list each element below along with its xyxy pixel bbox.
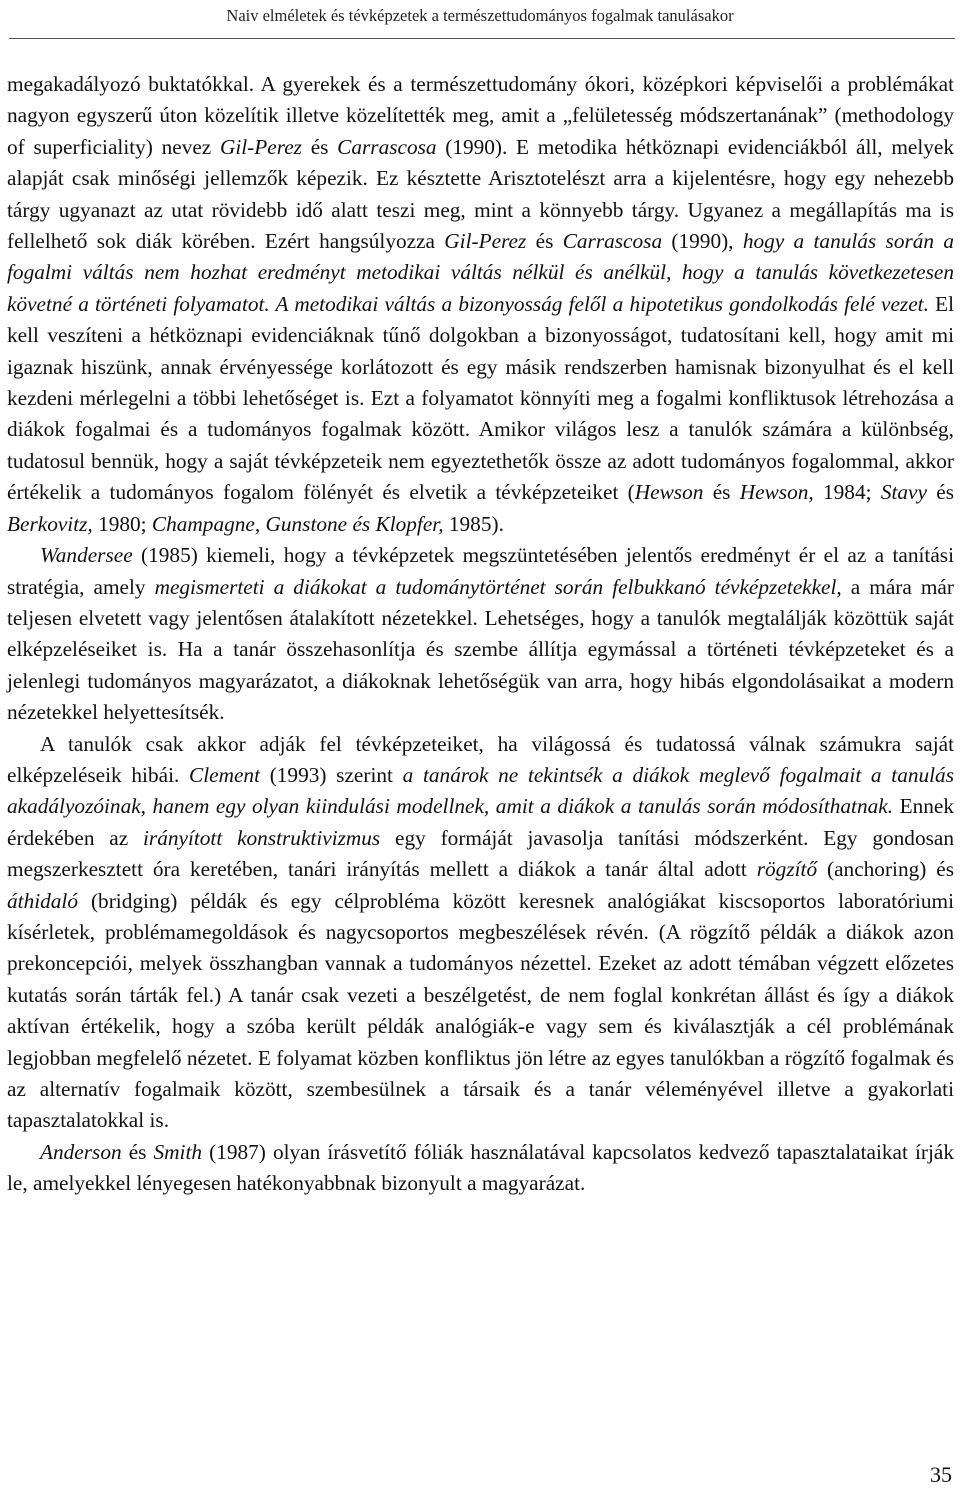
italic-run: a tanárok ne tekintsék a diákok meglevő fogalmait a tanulás akadályozóinak, hanem egy olyan kiindulási modellnek, amit a diákok a tanulás során módosíthatnak.: [7, 762, 954, 819]
italic-run: irányított konstruktivizmus: [143, 825, 381, 850]
text-run: és: [703, 480, 740, 505]
paragraph: [7, 69, 954, 540]
paragraph: [7, 540, 954, 728]
text-run: (1990). E metodika hétköznapi evidenciákból áll, melyek alapját csak minőségi jellemzők képezik. Ez késztette Arisztotelészt arra a kijelentésre, hogy egy nehezebb tárgy ugyanazt az utat rövidebb idő alatt teszi meg, mint a könnyebb tárgy. Ugyanez a megállapítás ma is fellelhető sok diák körében. Ezért hangsúlyozza: [7, 134, 955, 254]
text-run: 1984;: [813, 480, 881, 505]
text-run: 1980;: [92, 511, 152, 536]
italic-run: Gil-Perez: [219, 134, 302, 159]
running-header: Naiv elméletek és tévképzetek a természettudományos fogalmak tanulásakor: [226, 6, 734, 25]
text-run: egy formáját javasolja tanítási módszerként. Egy gondosan megszerkesztett óra keretében, tanári irányítás mellett a diákok a tanár által adott: [7, 825, 954, 882]
italic-run: Wandersee: [40, 543, 133, 568]
italic-run: Clement: [189, 762, 260, 787]
italic-run: hogy a tanulás során a fogalmi váltás nem hozhat eredményt metodikai váltás nélkül és anélkül, hogy a tanulás következetesen követné a történeti folyamatot. A metodikai váltás a bizonyosság felől a hipotetikus gondolkodás felé vezet.: [7, 229, 955, 316]
text-run: megakadályozó buktatókkal. A gyerekek és a természettudomány ókori, középkori képviselői a problémákat nagyon egyszerű úton közelítik illetve közelítették meg, amit a „felületesség módszertanának” (methodology of superficiality) nevez: [7, 72, 954, 159]
paragraph: [7, 1137, 954, 1200]
text-run: (1987) olyan írásvetítő fóliák használatával kapcsolatos kedvező tapasztalataikat írják le, amelyekkel lényegesen hatékonyabbnak bizonyult a magyarázat.: [7, 1139, 955, 1196]
italic-run: Champagne, Gunstone és Klopfer,: [151, 511, 444, 536]
italic-run: Berkovitz,: [7, 511, 93, 536]
text-run: és: [121, 1139, 154, 1164]
italic-run: Hewson: [634, 480, 704, 505]
italic-run: Carrascosa: [562, 229, 663, 254]
text-run: El kell veszíteni a hétköznapi evidenciáknak tűnő dolgokban a bizonyosságot, tudatosítani kell, hogy amit mi igaznak hiszünk, annak érvényessége korlátozott és egy másik rendszerben hamisnak bizonyulhat és el kell kezdeni mérlegelni a többi lehetőséget is. Ezt a folyamatot könnyíti meg a fogalmi konfliktusok létrehozása a diákok fogalmai és a tudományos fogalmak között. Amikor világos lesz a tanulók számára a különbség, tudatosul bennük, hogy a saját tévképzeteik nem egyeztethetők össze az adott tudományos fogalommal, akkor értékelik a tudományos fogalom fölényét és elvetik a tévképzeteiket (: [7, 291, 954, 505]
italic-run: Anderson: [40, 1139, 122, 1164]
italic-run: Hewson,: [739, 480, 814, 505]
italic-run: rögzítő: [756, 857, 818, 882]
text-run: (bridging) példák és egy célprobléma között keresnek analógiákat kiscsoportos laboratóriumi kísérletek, problémamegoldások és nagycsoportos megbeszélések révén. (A rögzítő példák a diákok azon prekoncepciói, melyek összhangban vannak a tudományos nézettel. Ezeket az adott témában végzett előzetes kutatás során tárták fel.) A tanár csak vezeti a beszélgetést, de nem foglal konkrétan állást és így a diákok aktívan értékelik, hogy a szóba került példák analógiák-e vagy sem és kiválasztják a cél problémának legjobban megfelelő nézetet. E folyamat közben konfliktus jön létre az egyes tanulókban a rögzítő fogalmak és az alternatív fogalmaik között, szembesülnek a társaik és a tanár véleményével illetve a gyakorlati tapasztalatokkal is.: [7, 888, 954, 1133]
text-run: és: [926, 480, 954, 505]
text-run: 1985).: [443, 511, 504, 536]
text-run: A tanulók csak akkor adják fel tévképzeteiket, ha világossá és tudatossá válnak számukra saját elképzeléseik hibái.: [7, 731, 954, 787]
text-run: (1993) szerint: [260, 762, 403, 787]
italic-run: Smith: [153, 1139, 203, 1164]
text-run: és: [526, 229, 563, 254]
body-text: [7, 69, 954, 1200]
italic-run: áthidaló: [7, 888, 78, 913]
italic-run: Gil-Perez: [444, 229, 527, 254]
header-rule: [9, 38, 955, 39]
paragraph: [7, 729, 954, 1137]
page-number: 35: [930, 1462, 952, 1487]
text-run: (anchoring) és: [817, 857, 954, 882]
text-run: , a mára már teljesen elvetett vagy jelentősen átalakított nézetekkel. Lehetséges, hogy a tanulók megtalálják közöttük saját elképzeléseiket is. Ha a tanár összehasonlítja és szembe állítja egymással a történeti tévképzeteket és a jelenlegi tudományos magyarázatot, a diákoknak lehetőségük van arra, hogy hibás elgondolásaikat a modern nézetekkel helyettesítsék.: [7, 574, 954, 725]
text-run: (1985) kiemeli, hogy a tévképzetek megszüntetésében jelentős eredményt ér el az a tanítási stratégia, amely: [7, 543, 954, 599]
italic-run: Stavy: [880, 480, 927, 505]
italic-run: Carrascosa: [337, 134, 437, 159]
text-run: (1990),: [662, 229, 743, 254]
text-run: Ennek érdekében az: [7, 794, 954, 850]
italic-run: megismerteti a diákokat a tudománytörténet során felbukkanó tévképzetekkel: [154, 574, 837, 599]
text-run: és: [301, 134, 338, 159]
